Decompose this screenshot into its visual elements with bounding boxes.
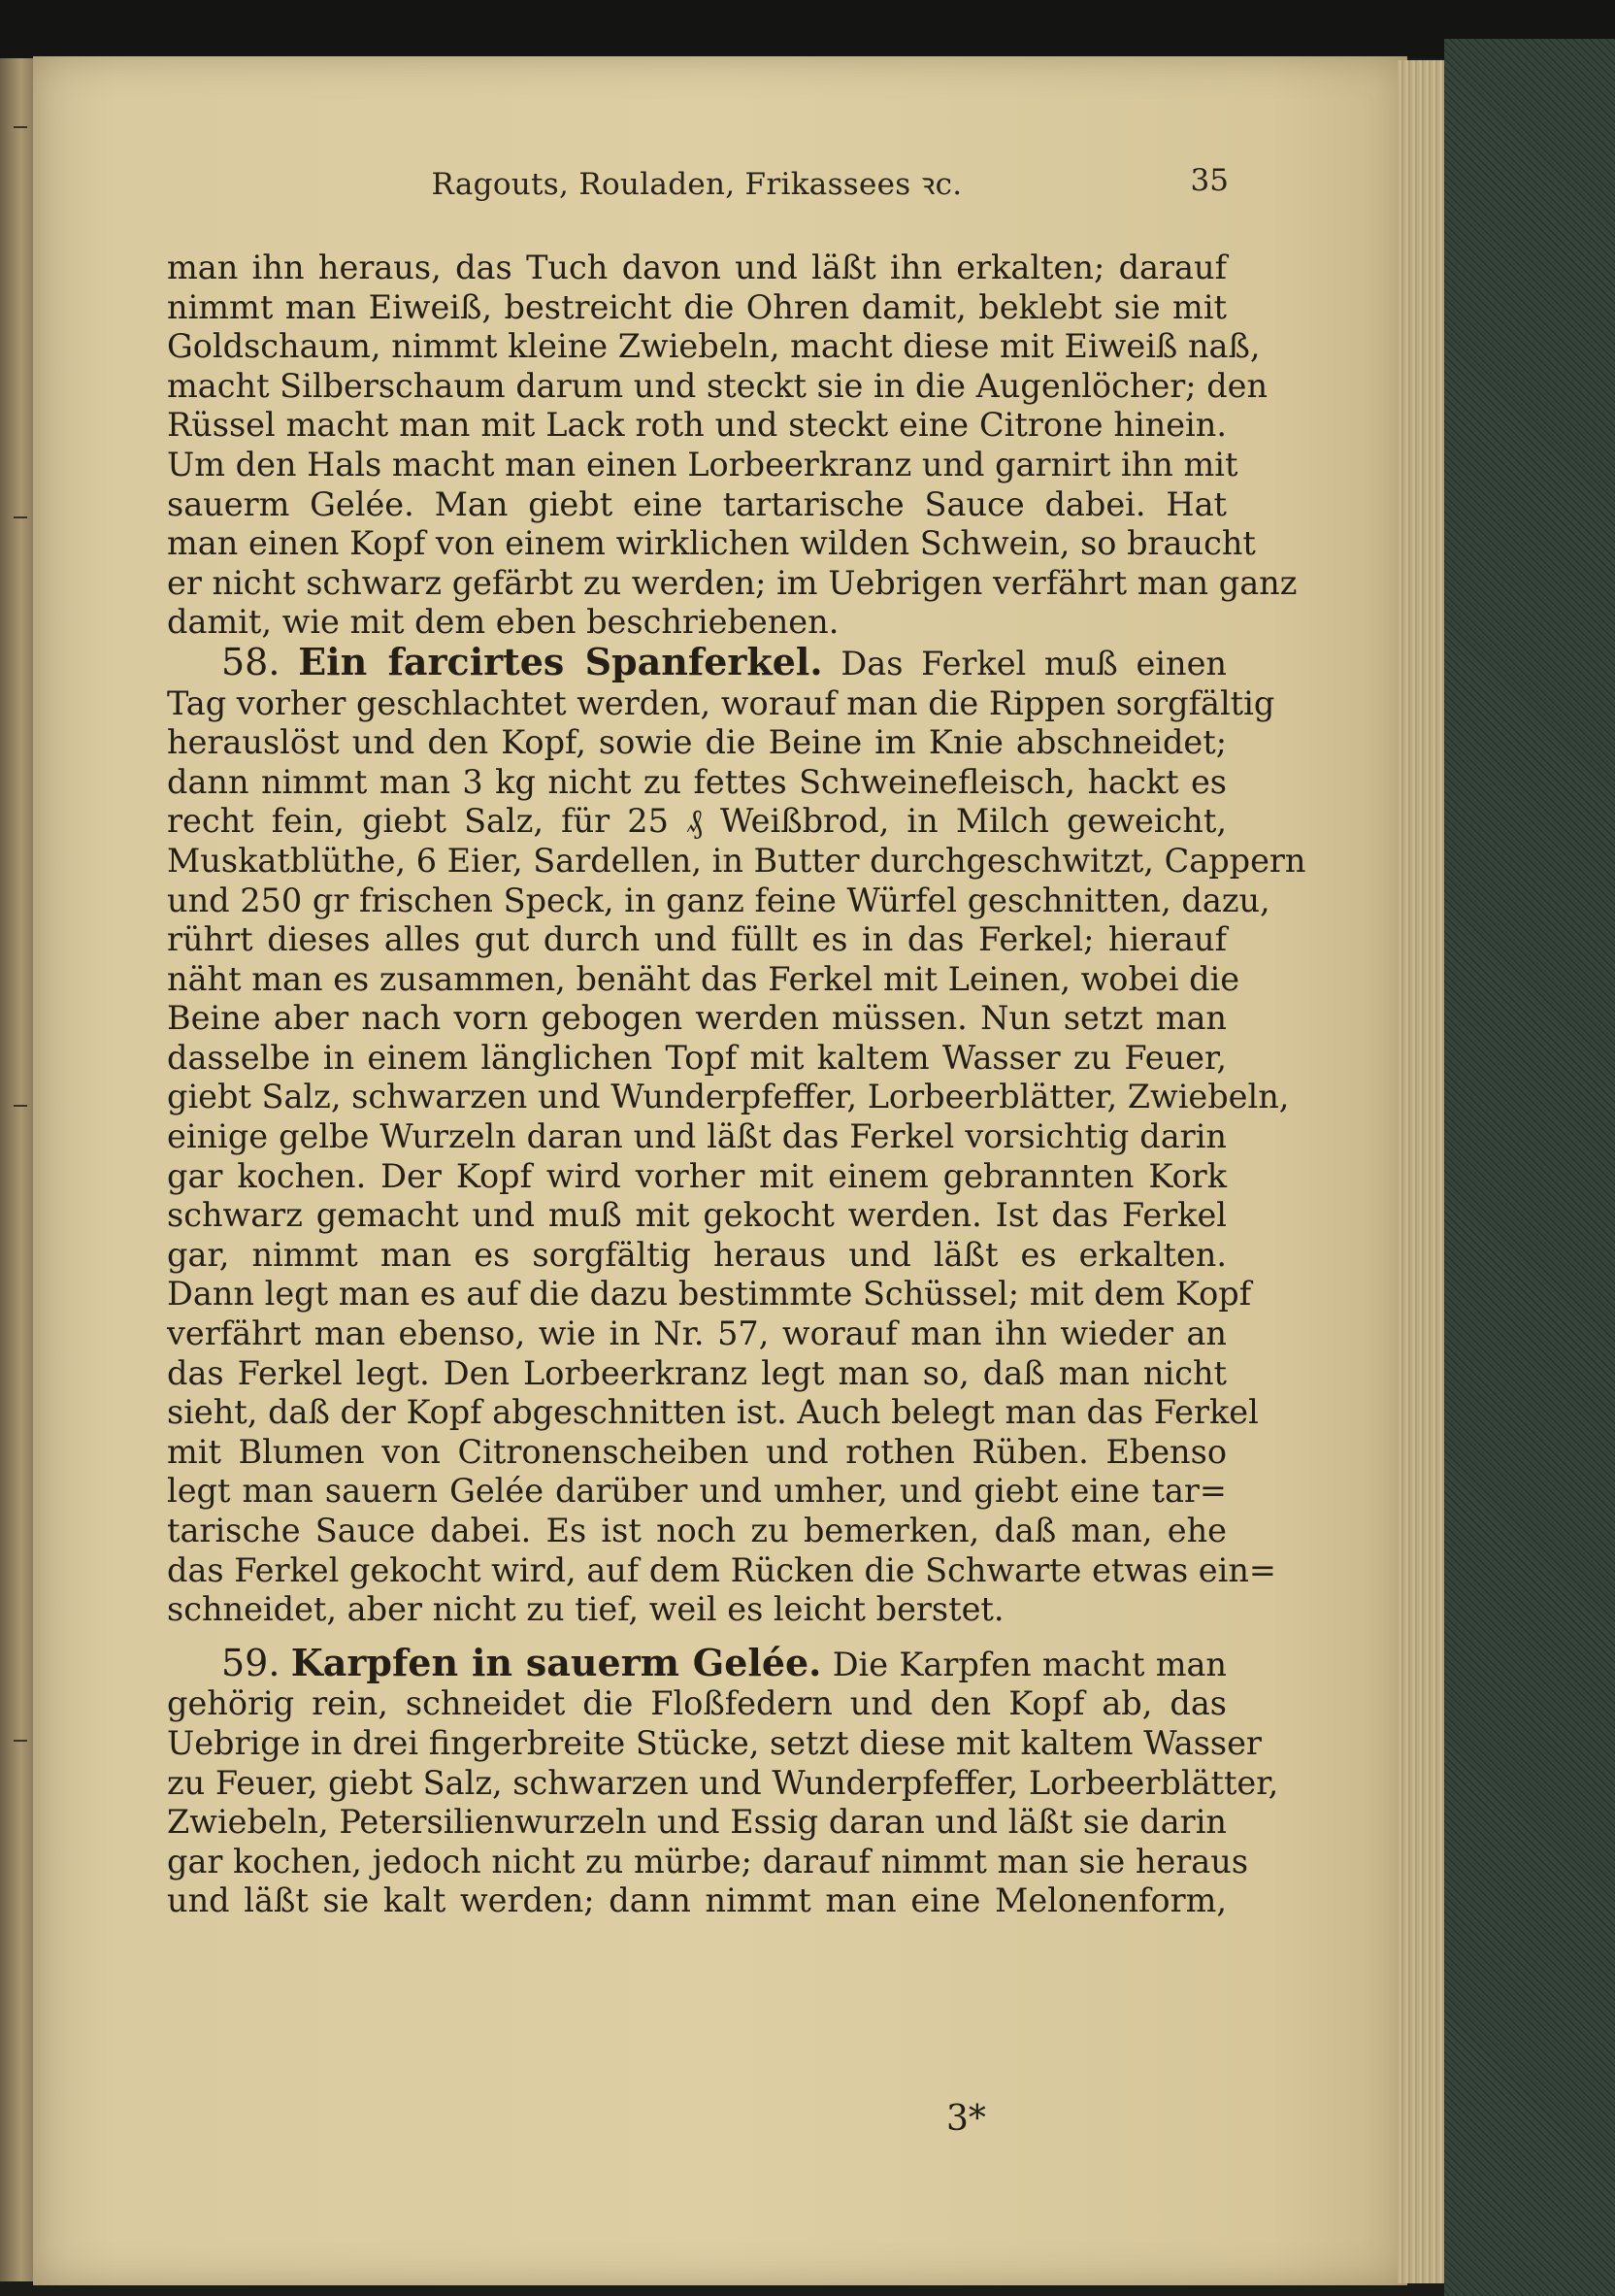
text-line: sieht, daß der Kopf abgeschnitten ist. Auch belegt man das Ferkel <box>167 1393 1259 1432</box>
running-head: Ragouts, Rouladen, Frikassees ꝛc. <box>431 167 963 202</box>
page-stack-edges <box>1398 60 1448 2283</box>
text-line: sauerm Gelée. Man giebt eine tartarische Sauce dabei. Hat <box>167 484 1227 523</box>
text-line: gar kochen, jedoch nicht zu mürbe; darauf nimmt man sie heraus <box>167 1842 1249 1880</box>
text-line: und 250 gr frischen Speck, in ganz feine Würfel geschnitten, dazu, <box>167 881 1270 919</box>
text-line: näht man es zusammen, benäht das Ferkel mit Leinen, wobei die <box>167 959 1240 998</box>
text-line: das Ferkel legt. Den Lorbeerkranz legt man so, daß man nicht <box>167 1353 1227 1392</box>
book-cover <box>1444 39 1615 2296</box>
text-line: Zwiebeln, Petersilienwurzeln und Essig daran und läßt sie darin <box>167 1803 1227 1842</box>
text-line: damit, wie mit dem eben beschriebenen. <box>167 603 840 642</box>
recipe-heading-line <box>167 1640 1228 1685</box>
margin-tick <box>14 126 27 128</box>
text-line: giebt Salz, schwarzen und Wunderpfeffer, Lorbeerblätter, Zwiebeln, <box>167 1078 1290 1116</box>
text-fragment: Die Karpfen macht man <box>832 1645 1228 1683</box>
facing-page-edge <box>0 58 35 2281</box>
margin-tick <box>14 516 27 518</box>
page-number: 35 <box>1190 163 1229 198</box>
text-line: und läßt sie kalt werden; dann nimmt man eine Melonenform, <box>167 1881 1227 1920</box>
text-line: dann nimmt man 3 kg nicht zu fettes Schweinefleisch, hackt es <box>167 762 1227 801</box>
margin-tick <box>14 1105 27 1107</box>
scan-background-top <box>0 0 1615 58</box>
recipe-59 <box>167 1640 1279 1921</box>
text-line: einige gelbe Wurzeln daran und läßt das Ferkel vorsichtig darin <box>167 1117 1227 1156</box>
recipe-58 <box>167 639 1306 1630</box>
text-line: Tag vorher geschlachtet werden, worauf man die Rippen sorgfältig <box>167 683 1275 722</box>
text-line: tarische Sauce dabei. Es ist noch zu bemerken, daß man, ehe <box>167 1512 1227 1549</box>
text-line: verfährt man ebenso, wie in Nr. 57, worauf man ihn wieder an <box>167 1314 1227 1353</box>
text-line: recht fein, giebt Salz, für 25 ₰ Weißbrod, in Milch geweicht, <box>167 802 1227 841</box>
page-header <box>165 163 1229 208</box>
text-line: das Ferkel gekocht wird, auf dem Rücken die Schwarte etwas ein= <box>167 1550 1276 1589</box>
margin-tick <box>14 1740 27 1742</box>
text-line: gar kochen. Der Kopf wird vorher mit einem gebrannten Kork <box>167 1156 1227 1195</box>
text-line: Goldschaum, nimmt kleine Zwiebeln, macht diese mit Eiweiß naß, <box>167 327 1261 366</box>
paragraph-intro <box>167 249 1298 643</box>
recipe-title: Ein farcirtes Spanferkel. <box>298 639 823 683</box>
text-line: Muskatblüthe, 6 Eier, Sardellen, in Butter durchgeschwitzt, Cappern <box>167 841 1306 880</box>
text-line: er nicht schwarz gefärbt zu werden; im Uebrigen verfährt man ganz <box>167 563 1298 602</box>
text-line: Uebrige in drei fingerbreite Stücke, setzt diese mit kaltem Wasser <box>167 1723 1262 1762</box>
text-line: gehörig rein, schneidet die Floßfedern und den Kopf ab, das <box>167 1684 1227 1723</box>
text-line: mit Blumen von Citronenscheiben und rothen Rüben. Ebenso <box>167 1432 1227 1471</box>
text-line: herauslöst und den Kopf, sowie die Beine im Knie abschneidet; <box>167 723 1227 762</box>
recipe-heading-line <box>167 639 1228 684</box>
text-line: macht Silberschaum darum und steckt sie in die Augenlöcher; den <box>167 366 1269 405</box>
page-body <box>167 249 1306 1921</box>
text-line: man ihn heraus, das Tuch davon und läßt ihn erkalten; darauf <box>167 249 1227 286</box>
text-line: Dann legt man es auf die dazu bestimmte Schüssel; mit dem Kopf <box>167 1275 1252 1314</box>
text-line: zu Feuer, giebt Salz, schwarzen und Wunderpfeffer, Lorbeerblätter, <box>167 1763 1279 1802</box>
text-line: Rüssel macht man mit Lack roth und steckt eine Citrone hinein. <box>167 406 1227 445</box>
text-line: dasselbe in einem länglichen Topf mit kaltem Wasser zu Feuer, <box>167 1038 1227 1077</box>
text-line: Um den Hals macht man einen Lorbeerkranz und garnirt ihn mit <box>167 445 1238 483</box>
signature-mark: 3* <box>946 2099 986 2139</box>
recipe-number: 59. <box>221 1641 280 1684</box>
text-line: rührt dieses alles gut durch und füllt es in das Ferkel; hierauf <box>167 920 1227 959</box>
text-line: Beine aber nach vorn gebogen werden müssen. Nun setzt man <box>167 999 1227 1038</box>
recipe-title: Karpfen in sauerm Gelée. <box>290 1640 822 1684</box>
recipe-number: 58. <box>221 640 280 683</box>
text-line: legt man sauern Gelée darüber und umher, und giebt eine tar= <box>167 1472 1227 1511</box>
text-line: man einen Kopf von einem wirklichen wilden Schwein, so braucht <box>167 524 1256 563</box>
text-line: schwarz gemacht und muß mit gekocht werden. Ist das Ferkel <box>167 1196 1227 1235</box>
text-line: gar, nimmt man es sorgfältig heraus und läßt es erkalten. <box>167 1235 1227 1274</box>
text-line: nimmt man Eiweiß, bestreicht die Ohren damit, beklebt sie mit <box>167 287 1227 326</box>
text-line: schneidet, aber nicht zu tief, weil es leicht berstet. <box>167 1590 1005 1629</box>
text-fragment: Das Ferkel muß einen <box>840 644 1228 682</box>
